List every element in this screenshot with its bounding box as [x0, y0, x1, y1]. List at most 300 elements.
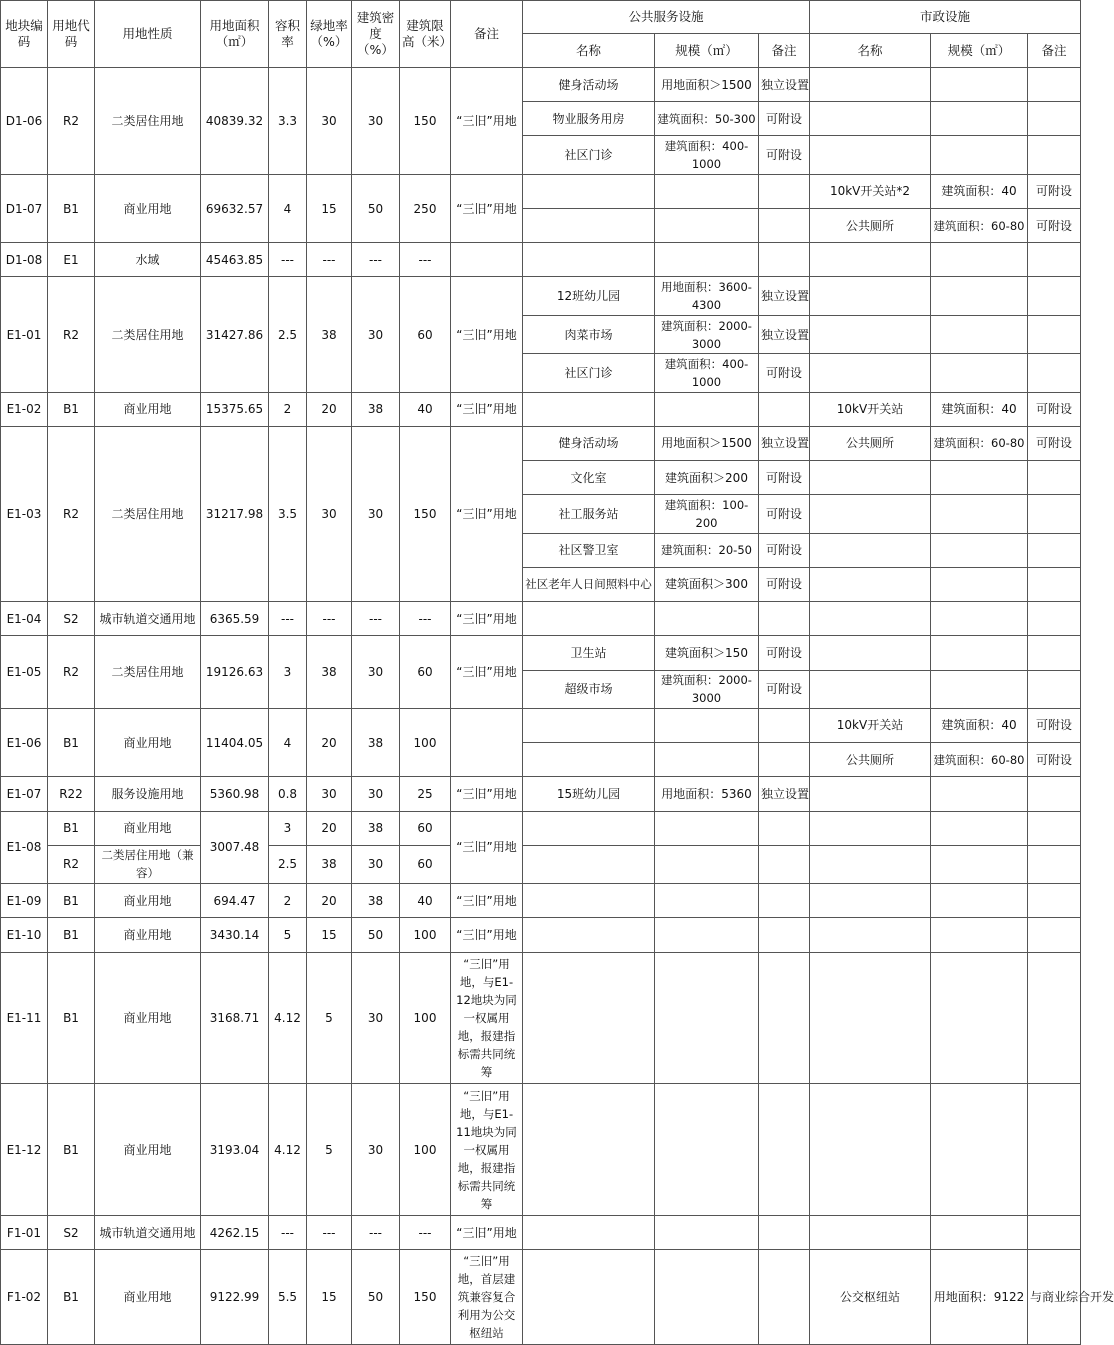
table-cell [931, 602, 1028, 636]
header-municipal-scale: 规模（㎡） [931, 34, 1028, 68]
table-cell [810, 777, 931, 811]
table-cell: 30 [352, 68, 400, 175]
table-cell: 60 [400, 845, 451, 883]
table-cell [810, 243, 931, 277]
table-cell [1028, 602, 1081, 636]
table-cell: 建筑面积：60-80 [931, 209, 1028, 243]
header-green-ratio: 绿地率（%） [307, 1, 352, 68]
table-cell: 水域 [95, 243, 201, 277]
table-cell: 60 [400, 277, 451, 392]
table-cell: 38 [352, 884, 400, 918]
table-cell [523, 174, 655, 208]
table-cell [810, 495, 931, 533]
table-cell [931, 811, 1028, 845]
table-cell: E1-01 [1, 277, 48, 392]
table-cell: 31217.98 [201, 426, 269, 601]
table-cell: “三旧”用地 [451, 68, 523, 175]
table-cell: 建筑面积＞300 [655, 567, 759, 601]
table-row [1, 277, 1081, 315]
table-cell: 9122.99 [201, 1250, 269, 1345]
table-cell: D1-08 [1, 243, 48, 277]
table-cell [523, 811, 655, 845]
table-cell: 5360.98 [201, 777, 269, 811]
table-cell [810, 602, 931, 636]
table-cell: 40 [400, 884, 451, 918]
table-cell: 建筑面积：40 [931, 174, 1028, 208]
table-cell [523, 708, 655, 742]
table-cell: B1 [48, 811, 95, 845]
table-cell [523, 884, 655, 918]
table-cell: --- [352, 602, 400, 636]
table-cell [655, 602, 759, 636]
table-cell: --- [269, 1216, 307, 1250]
header-plot-ratio: 容积率 [269, 1, 307, 68]
table-cell [931, 777, 1028, 811]
table-row [1, 243, 1081, 277]
table-cell: 商业用地 [95, 884, 201, 918]
table-cell [1028, 68, 1081, 102]
table-row [1, 845, 1081, 883]
header-public-remarks: 备注 [759, 34, 810, 68]
table-cell: 商业用地 [95, 1250, 201, 1345]
table-cell: E1-11 [1, 952, 48, 1084]
table-cell: “三旧”用地 [451, 426, 523, 601]
table-cell: 30 [352, 777, 400, 811]
table-row [1, 708, 1081, 742]
table-cell: 可附设 [759, 461, 810, 495]
header-public-name: 名称 [523, 34, 655, 68]
table-cell: E1-02 [1, 392, 48, 426]
table-cell: 用地面积：9122 [931, 1250, 1028, 1345]
table-cell: 商业用地 [95, 918, 201, 952]
table-cell [931, 315, 1028, 353]
table-cell: 15375.65 [201, 392, 269, 426]
table-cell: 二类居住用地 [95, 426, 201, 601]
table-cell [810, 884, 931, 918]
table-cell [1028, 811, 1081, 845]
header-municipal-facilities: 市政设施 [810, 1, 1081, 34]
table-cell [810, 952, 931, 1084]
table-cell [655, 1084, 759, 1216]
table-cell: 15 [307, 1250, 352, 1345]
table-cell: 10kV开关站 [810, 392, 931, 426]
table-cell: 建筑面积＞200 [655, 461, 759, 495]
table-cell [523, 743, 655, 777]
table-cell [931, 461, 1028, 495]
table-cell: 商业用地 [95, 1084, 201, 1216]
table-cell [1028, 243, 1081, 277]
table-cell: 38 [307, 277, 352, 392]
table-cell: --- [352, 243, 400, 277]
table-cell [655, 845, 759, 883]
table-cell: 可附设 [759, 670, 810, 708]
table-cell: B1 [48, 918, 95, 952]
table-cell: 独立设置 [759, 777, 810, 811]
table-row [1, 68, 1081, 102]
table-cell [523, 1216, 655, 1250]
table-cell: 物业服务用房 [523, 102, 655, 136]
table-cell: “三旧”用地 [451, 277, 523, 392]
table-cell: 建筑面积：60-80 [931, 426, 1028, 460]
table-cell: 11404.05 [201, 708, 269, 776]
table-header [1, 1, 1081, 68]
table-cell: 商业用地 [95, 174, 201, 242]
table-cell [1028, 277, 1081, 315]
table-cell [1028, 315, 1081, 353]
table-cell [655, 243, 759, 277]
table-cell [931, 1216, 1028, 1250]
table-cell [655, 174, 759, 208]
table-cell [810, 918, 931, 952]
table-cell: 商业用地 [95, 811, 201, 845]
table-cell [655, 743, 759, 777]
table-cell [655, 811, 759, 845]
table-cell [523, 952, 655, 1084]
table-cell [810, 315, 931, 353]
table-cell: “三旧”用地 [451, 884, 523, 918]
table-cell: 3193.04 [201, 1084, 269, 1216]
table-row [1, 884, 1081, 918]
table-cell: E1-06 [1, 708, 48, 776]
table-cell [931, 495, 1028, 533]
table-cell: “三旧”用地 [451, 1216, 523, 1250]
table-cell [810, 1216, 931, 1250]
table-cell: 30 [352, 1084, 400, 1216]
table-cell [759, 174, 810, 208]
table-cell [810, 461, 931, 495]
table-cell [759, 209, 810, 243]
table-cell: 社区老年人日间照料中心 [523, 567, 655, 601]
table-cell: 用地面积：3600-4300 [655, 277, 759, 315]
table-cell [810, 636, 931, 670]
table-cell: 独立设置 [759, 68, 810, 102]
table-cell: 20 [307, 884, 352, 918]
table-cell: 独立设置 [759, 277, 810, 315]
table-cell [931, 68, 1028, 102]
table-cell: 0.8 [269, 777, 307, 811]
table-cell [810, 354, 931, 392]
table-cell: --- [269, 602, 307, 636]
table-cell: 可附设 [1028, 392, 1081, 426]
table-cell: 可附设 [759, 136, 810, 174]
table-cell [810, 136, 931, 174]
table-cell: “三旧”用地 [451, 174, 523, 242]
table-cell [1028, 102, 1081, 136]
table-cell: E1-08 [1, 811, 48, 884]
table-cell [759, 918, 810, 952]
table-cell: 3430.14 [201, 918, 269, 952]
table-cell: 150 [400, 426, 451, 601]
table-cell [931, 277, 1028, 315]
table-cell: 公共厕所 [810, 743, 931, 777]
table-cell: 建筑面积＞150 [655, 636, 759, 670]
table-cell: 100 [400, 918, 451, 952]
table-cell: 城市轨道交通用地 [95, 1216, 201, 1250]
table-cell [1028, 952, 1081, 1084]
table-cell: 2.5 [269, 277, 307, 392]
table-cell: R22 [48, 777, 95, 811]
table-cell: 19126.63 [201, 636, 269, 709]
header-height-limit: 建筑限高（米） [400, 1, 451, 68]
table-cell [1028, 495, 1081, 533]
table-cell: 独立设置 [759, 315, 810, 353]
table-cell: 肉菜市场 [523, 315, 655, 353]
header-land-area: 用地面积（㎡） [201, 1, 269, 68]
table-cell: 可附设 [1028, 743, 1081, 777]
table-cell: B1 [48, 884, 95, 918]
table-row [1, 918, 1081, 952]
table-cell: “三旧”用地，与E1-11地块为同一权属用地，报建指标需共同统筹 [451, 1084, 523, 1216]
table-cell: 3.5 [269, 426, 307, 601]
table-cell: --- [307, 602, 352, 636]
table-cell: 60 [400, 636, 451, 709]
table-cell [451, 708, 523, 776]
table-cell: 公共厕所 [810, 426, 931, 460]
table-cell [1028, 136, 1081, 174]
table-cell [1028, 636, 1081, 670]
table-cell [523, 1250, 655, 1345]
table-cell [931, 918, 1028, 952]
table-cell: 可附设 [759, 636, 810, 670]
table-cell [810, 277, 931, 315]
table-cell: “三旧”用地 [451, 636, 523, 709]
table-cell: 20 [307, 392, 352, 426]
table-cell: 建筑面积：400-1000 [655, 136, 759, 174]
table-cell: 6365.59 [201, 602, 269, 636]
table-row [1, 1250, 1081, 1345]
table-cell [759, 243, 810, 277]
table-cell: 3 [269, 636, 307, 709]
table-cell: 38 [307, 845, 352, 883]
table-cell [1028, 533, 1081, 567]
table-cell: 12班幼儿园 [523, 277, 655, 315]
table-cell: 可附设 [759, 102, 810, 136]
table-cell: 2 [269, 392, 307, 426]
table-cell: 服务设施用地 [95, 777, 201, 811]
table-cell [655, 952, 759, 1084]
table-cell [759, 952, 810, 1084]
table-cell: 10kV开关站*2 [810, 174, 931, 208]
table-cell: 建筑面积：50-300 [655, 102, 759, 136]
table-cell: D1-06 [1, 68, 48, 175]
table-cell: 30 [307, 777, 352, 811]
table-cell: 100 [400, 1084, 451, 1216]
table-cell: E1-03 [1, 426, 48, 601]
table-cell: 可附设 [759, 354, 810, 392]
table-cell: B1 [48, 708, 95, 776]
table-cell: 10kV开关站 [810, 708, 931, 742]
table-cell: 建筑面积：2000-3000 [655, 670, 759, 708]
table-cell: 可附设 [1028, 174, 1081, 208]
table-cell: 可附设 [759, 533, 810, 567]
table-cell: 694.47 [201, 884, 269, 918]
table-cell [931, 845, 1028, 883]
table-cell: 4262.15 [201, 1216, 269, 1250]
table-cell: 可附设 [1028, 209, 1081, 243]
table-cell: 建筑面积：100-200 [655, 495, 759, 533]
table-cell: E1-10 [1, 918, 48, 952]
table-cell [523, 392, 655, 426]
table-cell [523, 918, 655, 952]
table-cell: 建筑面积：40 [931, 708, 1028, 742]
table-cell: R2 [48, 845, 95, 883]
table-cell [759, 602, 810, 636]
table-cell [759, 884, 810, 918]
table-row [1, 636, 1081, 670]
table-cell: “三旧”用地 [451, 602, 523, 636]
table-cell: 15 [307, 918, 352, 952]
table-cell: 3007.48 [201, 811, 269, 884]
table-cell: R2 [48, 277, 95, 392]
table-cell [1028, 1084, 1081, 1216]
table-cell: E1-04 [1, 602, 48, 636]
table-cell: 20 [307, 708, 352, 776]
table-row [1, 1084, 1081, 1216]
header-plot-code: 地块编码 [1, 1, 48, 68]
table-cell: R2 [48, 636, 95, 709]
table-cell [655, 1216, 759, 1250]
table-cell: 社区门诊 [523, 136, 655, 174]
table-cell [759, 743, 810, 777]
table-cell [655, 884, 759, 918]
table-cell: 超级市场 [523, 670, 655, 708]
header-building-density: 建筑密度（%） [352, 1, 400, 68]
table-cell [759, 392, 810, 426]
table-cell: B1 [48, 1084, 95, 1216]
table-cell [1028, 845, 1081, 883]
table-cell: 2 [269, 884, 307, 918]
header-municipal-name: 名称 [810, 34, 931, 68]
table-cell: 40 [400, 392, 451, 426]
table-cell: 文化室 [523, 461, 655, 495]
table-cell: F1-02 [1, 1250, 48, 1345]
table-cell: 二类居住用地 [95, 636, 201, 709]
table-cell [1028, 918, 1081, 952]
table-cell: 二类居住用地（兼容） [95, 845, 201, 883]
table-cell: 可附设 [1028, 708, 1081, 742]
table-cell [931, 670, 1028, 708]
table-cell: “三旧”用地 [451, 777, 523, 811]
table-cell: R2 [48, 426, 95, 601]
table-cell: --- [269, 243, 307, 277]
table-cell: 建筑面积：2000-3000 [655, 315, 759, 353]
table-cell: D1-07 [1, 174, 48, 242]
table-cell: 60 [400, 811, 451, 845]
table-cell [931, 354, 1028, 392]
table-cell [655, 708, 759, 742]
table-cell: R2 [48, 68, 95, 175]
header-public-scale: 规模（㎡） [655, 34, 759, 68]
table-cell: 50 [352, 174, 400, 242]
table-cell: 100 [400, 952, 451, 1084]
table-row [1, 174, 1081, 208]
table-cell: S2 [48, 1216, 95, 1250]
table-cell: 5 [307, 1084, 352, 1216]
table-cell: E1-07 [1, 777, 48, 811]
table-cell: 5.5 [269, 1250, 307, 1345]
table-cell: “三旧”用地 [451, 918, 523, 952]
table-cell: 建筑面积：400-1000 [655, 354, 759, 392]
table-cell: 用地面积＞1500 [655, 426, 759, 460]
table-cell: --- [352, 1216, 400, 1250]
table-cell: 30 [352, 277, 400, 392]
table-cell: 30 [352, 952, 400, 1084]
header-public-facilities: 公共服务设施 [523, 1, 810, 34]
table-cell [810, 533, 931, 567]
table-cell [759, 811, 810, 845]
table-cell [931, 884, 1028, 918]
table-row [1, 426, 1081, 460]
table-cell: 150 [400, 68, 451, 175]
table-cell: 用地面积：5360 [655, 777, 759, 811]
table-cell: 5 [269, 918, 307, 952]
table-cell: 与商业综合开发 [1028, 1250, 1081, 1345]
table-cell [759, 708, 810, 742]
table-cell [810, 567, 931, 601]
table-cell: 38 [352, 708, 400, 776]
table-cell: “三旧”用地 [451, 392, 523, 426]
table-cell: 30 [352, 636, 400, 709]
table-cell [931, 567, 1028, 601]
table-cell: E1 [48, 243, 95, 277]
table-cell: 40839.32 [201, 68, 269, 175]
header-municipal-remarks: 备注 [1028, 34, 1081, 68]
table-cell [523, 602, 655, 636]
table-cell [1028, 567, 1081, 601]
table-cell [759, 1084, 810, 1216]
table-cell [810, 68, 931, 102]
table-cell [1028, 884, 1081, 918]
table-cell: 商业用地 [95, 952, 201, 1084]
table-cell: E1-05 [1, 636, 48, 709]
table-cell: “三旧”用地 [451, 811, 523, 884]
table-cell: 4.12 [269, 952, 307, 1084]
table-cell: 社区警卫室 [523, 533, 655, 567]
table-cell [1028, 461, 1081, 495]
table-cell: “三旧”用地，首层建筑兼容复合利用为公交枢纽站 [451, 1250, 523, 1345]
table-cell: 独立设置 [759, 426, 810, 460]
table-cell: 可附设 [759, 495, 810, 533]
table-row [1, 952, 1081, 1084]
table-cell: 4.12 [269, 1084, 307, 1216]
table-cell: 50 [352, 1250, 400, 1345]
table-cell: 20 [307, 811, 352, 845]
table-cell: E1-09 [1, 884, 48, 918]
table-cell [759, 1216, 810, 1250]
table-cell: 50 [352, 918, 400, 952]
table-cell: 30 [352, 845, 400, 883]
table-cell: 30 [352, 426, 400, 601]
table-cell: --- [307, 243, 352, 277]
table-cell: 30 [307, 68, 352, 175]
table-cell [810, 1084, 931, 1216]
table-cell: 30 [307, 426, 352, 601]
table-cell [931, 1084, 1028, 1216]
table-cell: B1 [48, 952, 95, 1084]
table-cell: E1-12 [1, 1084, 48, 1216]
header-land-use: 用地性质 [95, 1, 201, 68]
table-cell: 建筑面积：20-50 [655, 533, 759, 567]
table-cell: 健身活动场 [523, 68, 655, 102]
table-cell: 38 [352, 392, 400, 426]
table-cell: --- [400, 243, 451, 277]
table-cell [759, 845, 810, 883]
table-cell: 31427.86 [201, 277, 269, 392]
table-cell: 建筑面积：40 [931, 392, 1028, 426]
table-cell: B1 [48, 1250, 95, 1345]
table-cell [931, 533, 1028, 567]
table-cell [655, 1250, 759, 1345]
